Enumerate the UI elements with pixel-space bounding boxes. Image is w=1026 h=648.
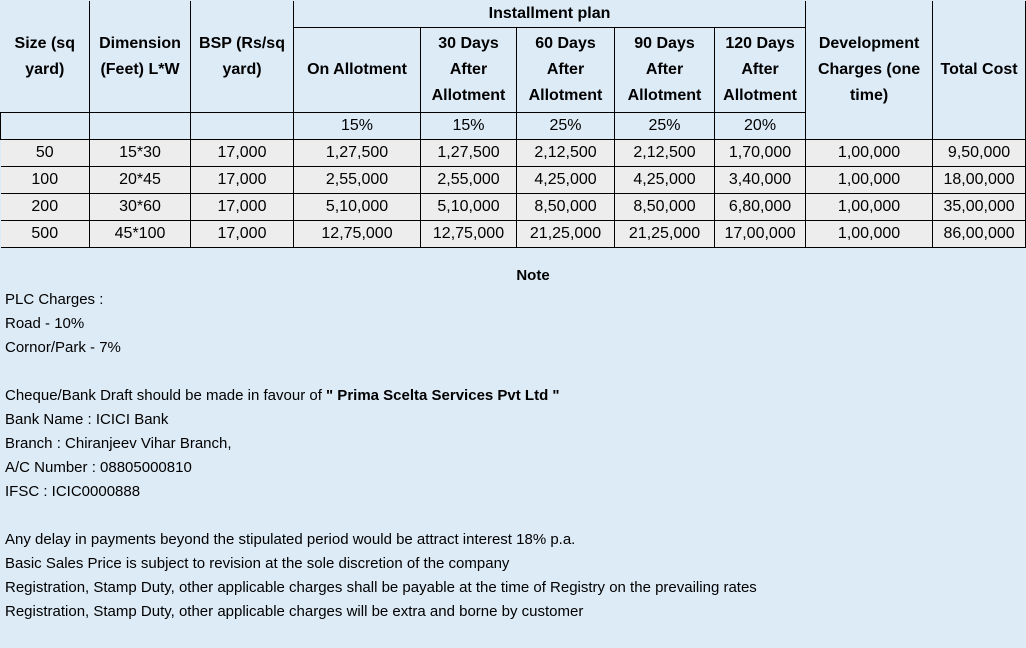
cell-total: 9,50,000 bbox=[933, 140, 1026, 167]
cell-bsp: 17,000 bbox=[191, 221, 294, 248]
bank-branch: Branch : Chiranjeev Vihar Branch, bbox=[5, 435, 232, 452]
note-bsp-revision: Basic Sales Price is subject to revision at the sole discretion of the company bbox=[5, 555, 510, 572]
cell-30-days: 12,75,000 bbox=[421, 221, 517, 248]
cell-bsp: 17,000 bbox=[191, 167, 294, 194]
cell-60-days: 4,25,000 bbox=[517, 167, 615, 194]
pct-blank bbox=[1, 113, 90, 140]
pct-90-days: 25% bbox=[615, 113, 715, 140]
note-delay-interest: Any delay in payments beyond the stipulated period would be attract interest 18% p.a. bbox=[5, 531, 576, 548]
note-registration-extra: Registration, Stamp Duty, other applicable charges will be extra and borne by customer bbox=[5, 603, 584, 620]
header-30-days: 30 Days After Allotment bbox=[421, 28, 517, 113]
header-dimension: Dimension (Feet) L*W bbox=[90, 1, 191, 113]
header-120-days: 120 Days After Allotment bbox=[715, 28, 806, 113]
cell-90-days: 2,12,500 bbox=[615, 140, 715, 167]
cell-on-allotment: 2,55,000 bbox=[294, 167, 421, 194]
plc-charges-label: PLC Charges : bbox=[5, 291, 104, 308]
header-bsp: BSP (Rs/sq yard) bbox=[191, 1, 294, 113]
pct-on-allotment: 15% bbox=[294, 113, 421, 140]
cell-development: 1,00,000 bbox=[806, 167, 933, 194]
pct-blank bbox=[90, 113, 191, 140]
table-row bbox=[1, 140, 1026, 167]
cell-120-days: 6,80,000 bbox=[715, 194, 806, 221]
plc-road: Road - 10% bbox=[5, 315, 85, 332]
header-on-allotment: On Allotment bbox=[294, 28, 421, 113]
cell-90-days: 4,25,000 bbox=[615, 167, 715, 194]
cell-30-days: 1,27,500 bbox=[421, 140, 517, 167]
cell-120-days: 17,00,000 bbox=[715, 221, 806, 248]
cell-size: 500 bbox=[1, 221, 90, 248]
pct-30-days: 15% bbox=[421, 113, 517, 140]
account-number: A/C Number : 08805000810 bbox=[5, 459, 192, 476]
cell-development: 1,00,000 bbox=[806, 194, 933, 221]
pct-120-days: 20% bbox=[715, 113, 806, 140]
cell-development: 1,00,000 bbox=[806, 221, 933, 248]
cell-60-days: 2,12,500 bbox=[517, 140, 615, 167]
cell-total: 86,00,000 bbox=[933, 221, 1026, 248]
cell-120-days: 3,40,000 bbox=[715, 167, 806, 194]
cell-on-allotment: 12,75,000 bbox=[294, 221, 421, 248]
cell-60-days: 8,50,000 bbox=[517, 194, 615, 221]
cell-total: 35,00,000 bbox=[933, 194, 1026, 221]
cheque-payee: " Prima Scelta Services Pvt Ltd " bbox=[326, 387, 560, 404]
cell-bsp: 17,000 bbox=[191, 140, 294, 167]
table-row bbox=[1, 194, 1026, 221]
cell-30-days: 2,55,000 bbox=[421, 167, 517, 194]
price-table bbox=[0, 1, 1026, 248]
cell-dimension: 30*60 bbox=[90, 194, 191, 221]
cell-dimension: 20*45 bbox=[90, 167, 191, 194]
header-size: Size (sq yard) bbox=[1, 1, 90, 113]
cell-dimension: 45*100 bbox=[90, 221, 191, 248]
cell-dimension: 15*30 bbox=[90, 140, 191, 167]
pct-60-days: 25% bbox=[517, 113, 615, 140]
cell-60-days: 21,25,000 bbox=[517, 221, 615, 248]
table-row bbox=[1, 167, 1026, 194]
bank-name: Bank Name : ICICI Bank bbox=[5, 411, 169, 428]
note-registration-payable: Registration, Stamp Duty, other applicable charges shall be payable at the time of Registry on the prevailing rates bbox=[5, 579, 757, 596]
pct-blank bbox=[191, 113, 294, 140]
cell-size: 50 bbox=[1, 140, 90, 167]
table-row bbox=[1, 221, 1026, 248]
cell-development: 1,00,000 bbox=[806, 140, 933, 167]
header-total-cost: Total Cost bbox=[933, 1, 1026, 140]
notes-section bbox=[5, 264, 1021, 624]
header-installment-plan: Installment plan bbox=[294, 1, 806, 28]
cell-90-days: 8,50,000 bbox=[615, 194, 715, 221]
cell-120-days: 1,70,000 bbox=[715, 140, 806, 167]
cell-total: 18,00,000 bbox=[933, 167, 1026, 194]
cheque-prefix: Cheque/Bank Draft should be made in favour of bbox=[5, 387, 327, 404]
header-90-days: 90 Days After Allotment bbox=[615, 28, 715, 113]
cell-90-days: 21,25,000 bbox=[615, 221, 715, 248]
notes-title: Note bbox=[516, 267, 550, 284]
cell-size: 200 bbox=[1, 194, 90, 221]
cheque-instruction bbox=[5, 384, 1021, 408]
header-development-charges: Development Charges (one time) bbox=[806, 1, 933, 140]
cell-on-allotment: 1,27,500 bbox=[294, 140, 421, 167]
ifsc-code: IFSC : ICIC0000888 bbox=[5, 483, 141, 500]
cell-30-days: 5,10,000 bbox=[421, 194, 517, 221]
plc-corner-park: Cornor/Park - 7% bbox=[5, 339, 121, 356]
header-60-days: 60 Days After Allotment bbox=[517, 28, 615, 113]
cell-on-allotment: 5,10,000 bbox=[294, 194, 421, 221]
cell-size: 100 bbox=[1, 167, 90, 194]
cell-bsp: 17,000 bbox=[191, 194, 294, 221]
